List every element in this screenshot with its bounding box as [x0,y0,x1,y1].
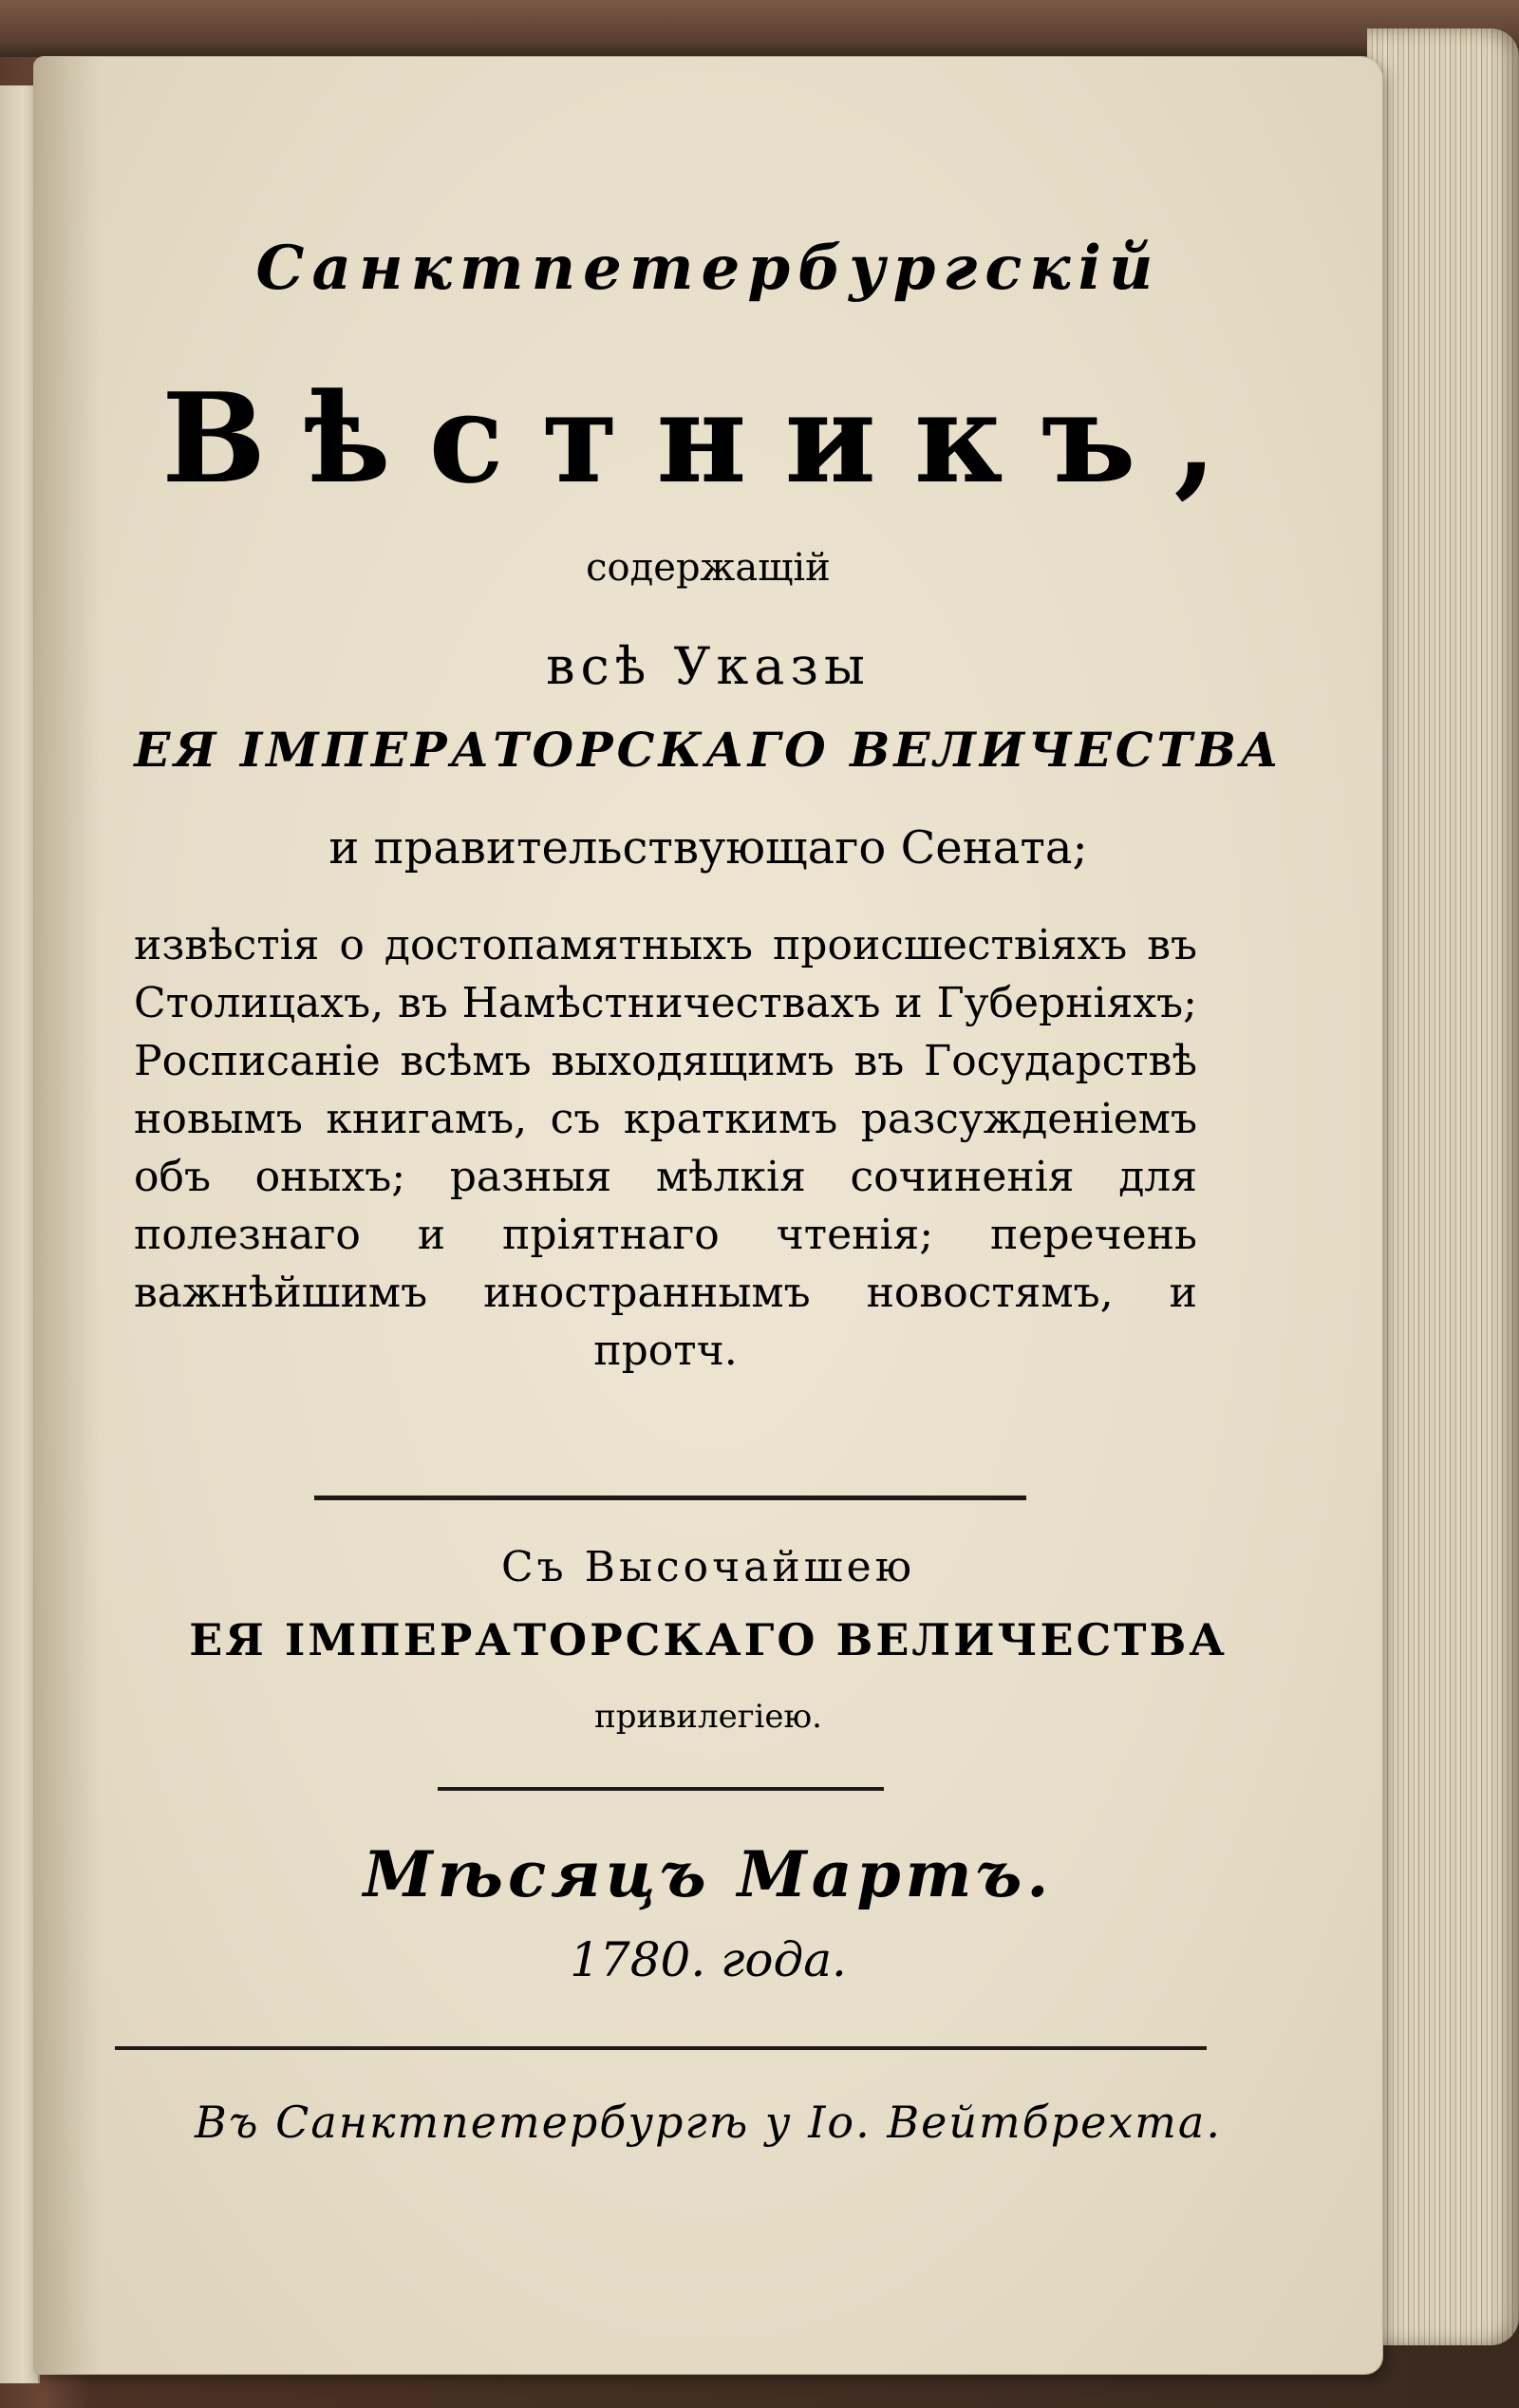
divider-rule-3 [115,2046,1207,2050]
all-decrees-line: всѣ Указы [546,636,871,696]
page-stack-edges [1367,28,1519,2345]
title-line-1: Санктпетербургскiй [255,233,1161,304]
title-page [34,57,1382,2374]
binding-top-edge [0,0,1519,57]
subtitle: содержащiй [586,546,831,590]
issue-year: 1780. года. [570,1932,847,1987]
majesty-line: ЕЯ ІМПЕРАТОРСКАГО ВЕЛИЧЕСТВА [134,722,1283,778]
imprint: Въ Санктпетербургѣ у Iо. Вейтбрехта. [195,2097,1222,2148]
privilege-line-2: ЕЯ ІМПЕРАТОРСКАГО ВЕЛИЧЕСТВА [189,1614,1228,1665]
issue-month: Мѣсяцъ Мартъ. [363,1837,1054,1911]
privilege-line-3: привилегiею. [594,1698,822,1736]
divider-rule-1 [314,1496,1026,1500]
senate-line: и правительствующаго Сената; [328,821,1088,875]
divider-rule-2 [438,1787,884,1791]
contents-description: извѣстiя о достопамятныхъ происшествiяхъ въ Столицахъ, въ Намѣстничествахъ и Губернiяхъ; Росписанiе всѣмъ выходящимъ въ Государствѣ новымъ книгамъ, съ краткимъ разсужденiемъ объ оныхъ; разныя мѣлкiя сочиненiя для полезнаго и прiятнаго чтенiя; перечень важнѣйшимъ иностраннымъ новостямъ, и протч. [134,921,1197,1375]
title-line-2: Вѣстникъ, [161,366,1255,511]
privilege-line-1: Съ Высочайшею [500,1543,916,1591]
